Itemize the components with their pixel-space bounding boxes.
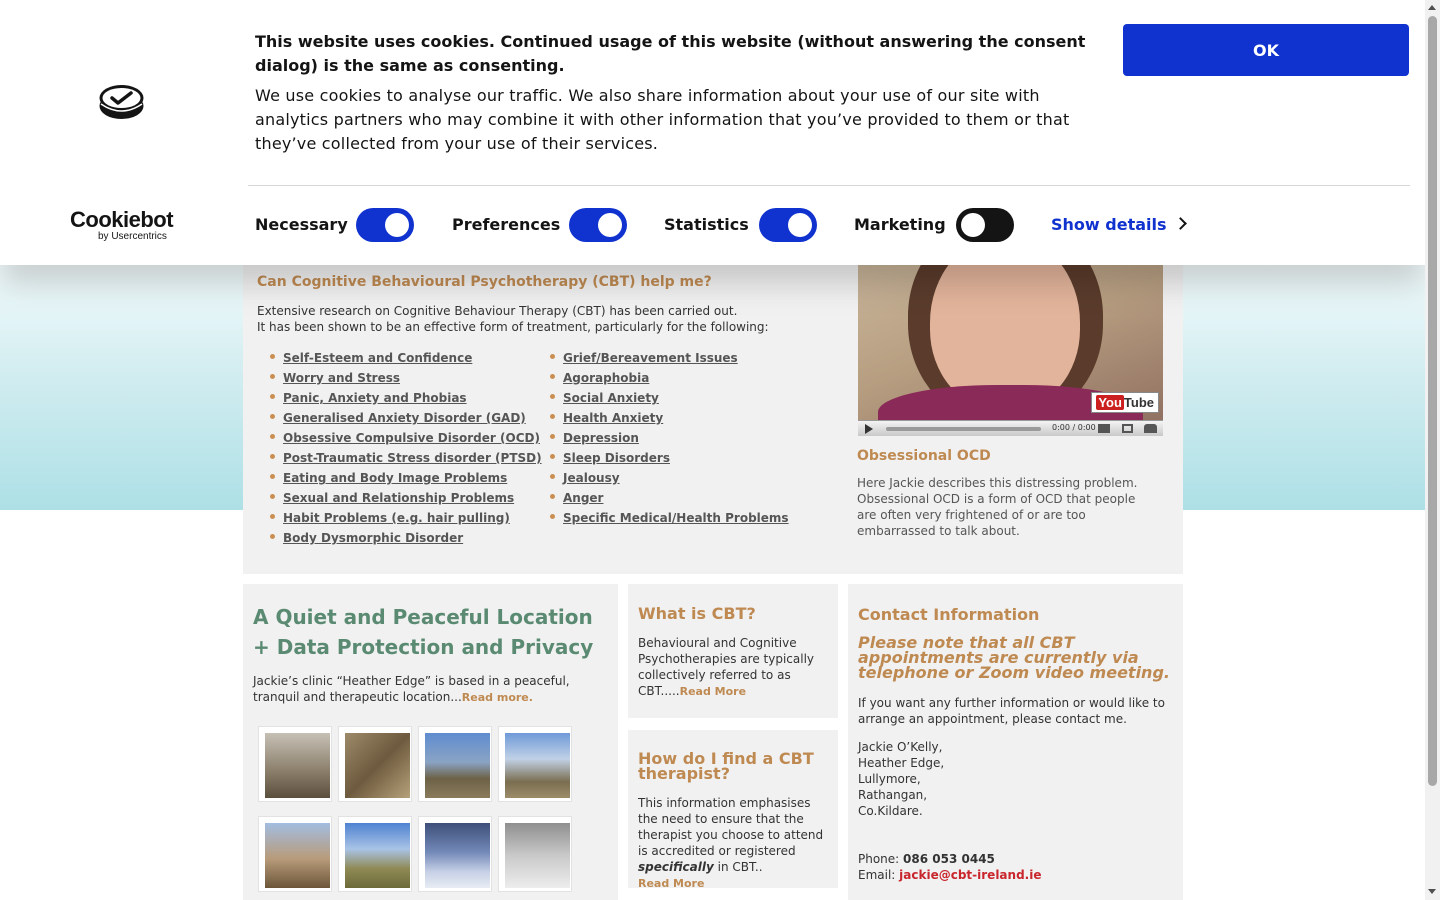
contact-note: Please note that all CBT appointments are currently via telephone or Zoom video meeting. [858, 633, 1170, 682]
bullet-icon [550, 434, 555, 439]
consent-label: Preferences [452, 215, 561, 234]
marketing-toggle[interactable] [956, 208, 1014, 242]
bullet-icon [270, 534, 275, 539]
gallery-thumbnail[interactable] [258, 726, 332, 802]
list-item [257, 410, 547, 426]
list-item [257, 430, 547, 446]
cookiebot-logo-icon [98, 84, 145, 120]
gallery-thumbnail[interactable] [498, 726, 572, 802]
youtube-video-player[interactable] [858, 265, 1163, 436]
list-item [257, 350, 547, 366]
cbt-intro [257, 303, 817, 335]
video-controls [858, 420, 1163, 436]
conditions-list-left [257, 350, 547, 550]
video-description: Here Jackie describes this distressing problem. Obsessional OCD is a form of OCD that people are often very frightened of or are too embarrassed to talk about. [857, 476, 1138, 538]
condition-link[interactable]: Jealousy [563, 471, 620, 485]
necessary-toggle[interactable] [356, 208, 414, 242]
menu-icon[interactable] [1144, 424, 1157, 433]
what-is-cbt-body: Behavioural and Cognitive Psychotherapies are typically collectively referred to as CBT..... [638, 636, 815, 698]
toggle-knob [598, 213, 622, 237]
gallery-image [505, 823, 570, 888]
cookie-divider [248, 185, 1410, 186]
address-line: Heather Edge, [858, 756, 945, 770]
condition-link[interactable]: Self-Esteem and Confidence [283, 351, 473, 365]
video-time: 0:00 / 0:00 [1052, 423, 1096, 432]
statistics-toggle[interactable] [759, 208, 817, 242]
bullet-icon [270, 394, 275, 399]
bullet-icon [550, 394, 555, 399]
location-panel [243, 584, 618, 900]
cookiebot-brand-sub: by Usercentrics [98, 231, 167, 242]
bullet-icon [270, 454, 275, 459]
cbt-intro-line-1: Extensive research on Cognitive Behaviour Therapy (CBT) has been carried out. [257, 304, 738, 318]
bullet-icon [550, 474, 555, 479]
find-cbt-body: This information emphasises the need to ensure that the therapist you choose to attend is accredited or registered [638, 796, 824, 858]
toggle-knob [385, 213, 409, 237]
volume-icon[interactable] [1098, 424, 1110, 433]
play-icon[interactable] [865, 424, 873, 434]
youtube-logo-tube: Tube [1123, 395, 1154, 410]
email-label: Email: [858, 868, 896, 882]
address-line: Lullymore, [858, 772, 921, 786]
show-details-link[interactable]: Show details [1051, 215, 1167, 234]
list-item [257, 390, 547, 406]
condition-link[interactable]: Agoraphobia [563, 371, 650, 385]
condition-link[interactable]: Eating and Body Image Problems [283, 471, 508, 485]
bullet-icon [270, 414, 275, 419]
contact-email-row [858, 867, 1176, 883]
condition-link[interactable]: Anger [563, 491, 604, 505]
contact-intro: If you want any further information or would like to arrange an appointment, please contact me. [858, 696, 1165, 726]
condition-link[interactable]: Obsessive Compulsive Disorder (OCD) [283, 431, 540, 445]
list-item [257, 470, 547, 486]
chevron-right-icon[interactable] [1174, 217, 1187, 230]
address-line: Co.Kildare. [858, 804, 923, 818]
list-item [537, 430, 807, 446]
bullet-icon [550, 454, 555, 459]
what-is-cbt-panel [628, 584, 838, 718]
gallery-image [425, 733, 490, 798]
gallery-thumbnail[interactable] [338, 726, 412, 802]
condition-link[interactable]: Body Dysmorphic Disorder [283, 531, 464, 545]
bullet-icon [270, 494, 275, 499]
list-item [257, 530, 547, 546]
location-title: A Quiet and Peaceful Location + Data Protection and Privacy [253, 605, 594, 659]
what-is-cbt-text [638, 635, 828, 700]
list-item [537, 350, 807, 366]
phone-label: Phone: [858, 852, 900, 866]
gallery-thumbnail[interactable] [258, 816, 332, 892]
bullet-icon [270, 374, 275, 379]
cookiebot-brand-name: Cookiebot [70, 207, 174, 232]
scroll-up-icon[interactable] [1428, 5, 1436, 10]
list-item [257, 370, 547, 386]
consent-label: Statistics [664, 215, 749, 234]
condition-link[interactable]: Grief/Bereavement Issues [563, 351, 738, 365]
location-text-body: Jackie’s clinic “Heather Edge” is based in a peaceful, tranquil and therapeutic location... [253, 674, 570, 704]
address-line: Jackie O’Kelly, [858, 740, 943, 754]
condition-link[interactable]: Post-Traumatic Stress disorder (PTSD) [283, 451, 542, 465]
youtube-logo[interactable] [1091, 392, 1159, 413]
condition-link[interactable]: Health Anxiety [563, 411, 664, 425]
cookie-consent-banner [0, 0, 1425, 265]
gallery-thumbnail[interactable] [338, 816, 412, 892]
location-text [253, 673, 598, 706]
bullet-icon [270, 514, 275, 519]
toggle-knob [961, 213, 985, 237]
youtube-logo-you: You [1098, 395, 1122, 410]
address-line: Rathangan, [858, 788, 928, 802]
list-item [537, 510, 807, 526]
conditions-list-right [537, 350, 807, 530]
condition-link[interactable]: Social Anxiety [563, 391, 659, 405]
list-item [537, 450, 807, 466]
contact-title: Contact Information [858, 605, 1040, 624]
find-cbt-emphasis: specifically [638, 860, 714, 874]
bullet-icon [550, 374, 555, 379]
contact-address [858, 739, 1176, 819]
cookie-description: We use cookies to analyse our traffic. We also share information about your use of our site with analytics partners who may combine it with other information that you’ve provided to them or that they’ve collected from your use of their services. [255, 86, 1070, 153]
list-item [537, 470, 807, 486]
bullet-icon [550, 354, 555, 359]
cookiebot-brand [70, 208, 180, 242]
preferences-toggle[interactable] [569, 208, 627, 242]
bullet-icon [550, 414, 555, 419]
gallery-thumbnail[interactable] [418, 816, 492, 892]
gallery-image [425, 823, 490, 888]
cbt-heading: Can Cognitive Behavioural Psychotherapy (CBT) help me? [257, 274, 712, 290]
gallery-image [345, 733, 410, 798]
what-is-cbt-title: What is CBT? [638, 604, 756, 623]
gallery-image [265, 823, 330, 888]
gallery-image [505, 733, 570, 798]
fullscreen-icon[interactable] [1122, 424, 1133, 433]
find-cbt-therapist-panel [628, 730, 838, 888]
list-item [257, 490, 547, 506]
email-link[interactable]: jackie@cbt-ireland.ie [899, 868, 1042, 882]
gallery-image [345, 823, 410, 888]
location-read-more-link[interactable]: Read more. [461, 691, 533, 704]
bullet-icon [550, 514, 555, 519]
bullet-icon [270, 354, 275, 359]
condition-link[interactable]: Sexual and Relationship Problems [283, 491, 515, 505]
list-item [257, 450, 547, 466]
find-cbt-body-end: in CBT.. [713, 860, 763, 874]
video-progress-bar[interactable] [886, 427, 1041, 431]
phone-number: 086 053 0445 [903, 852, 995, 866]
bullet-icon [550, 494, 555, 499]
cbt-intro-line-2: It has been shown to be an effective form of treatment, particularly for the following: [257, 320, 769, 334]
video-title: Obsessional OCD [857, 448, 991, 464]
gallery-thumbnail[interactable] [418, 726, 492, 802]
contact-phone-row [858, 851, 1176, 867]
page-scrollbar[interactable] [1425, 0, 1440, 900]
cookie-ok-button[interactable]: OK [1123, 24, 1409, 76]
list-item [257, 510, 547, 526]
contact-phone-email [858, 851, 1176, 883]
cookie-title: This website uses cookies. Continued usage of this website (without answering the consent dialog) is the same as consenting. [255, 32, 1086, 75]
list-item [537, 490, 807, 506]
consent-label: Marketing [854, 215, 946, 234]
list-item [537, 410, 807, 426]
condition-link[interactable]: Generalised Anxiety Disorder (GAD) [283, 411, 526, 425]
gallery-thumbnail[interactable] [498, 816, 572, 892]
scrollbar-thumb[interactable] [1428, 16, 1437, 786]
condition-link[interactable]: Panic, Anxiety and Phobias [283, 391, 467, 405]
consent-label: Necessary [255, 215, 348, 234]
find-cbt-title: How do I find a CBT therapist? [638, 749, 814, 783]
contact-panel [848, 584, 1183, 900]
list-item [537, 390, 807, 406]
condition-link[interactable]: Habit Problems (e.g. hair pulling) [283, 511, 510, 525]
list-item [537, 370, 807, 386]
what-is-cbt-read-more-link[interactable]: Read More [679, 685, 747, 698]
condition-link[interactable]: Sleep Disorders [563, 451, 670, 465]
toggle-knob [788, 213, 812, 237]
condition-link[interactable]: Specific Medical/Health Problems [563, 511, 789, 525]
find-cbt-text [638, 795, 828, 892]
condition-link[interactable]: Worry and Stress [283, 371, 401, 385]
bullet-icon [270, 474, 275, 479]
find-cbt-read-more-link[interactable]: Read More [638, 877, 705, 890]
condition-link[interactable]: Depression [563, 431, 639, 445]
bullet-icon [270, 434, 275, 439]
gallery-image [265, 733, 330, 798]
scroll-down-icon[interactable] [1428, 889, 1436, 894]
cbt-info-section [243, 265, 1183, 574]
